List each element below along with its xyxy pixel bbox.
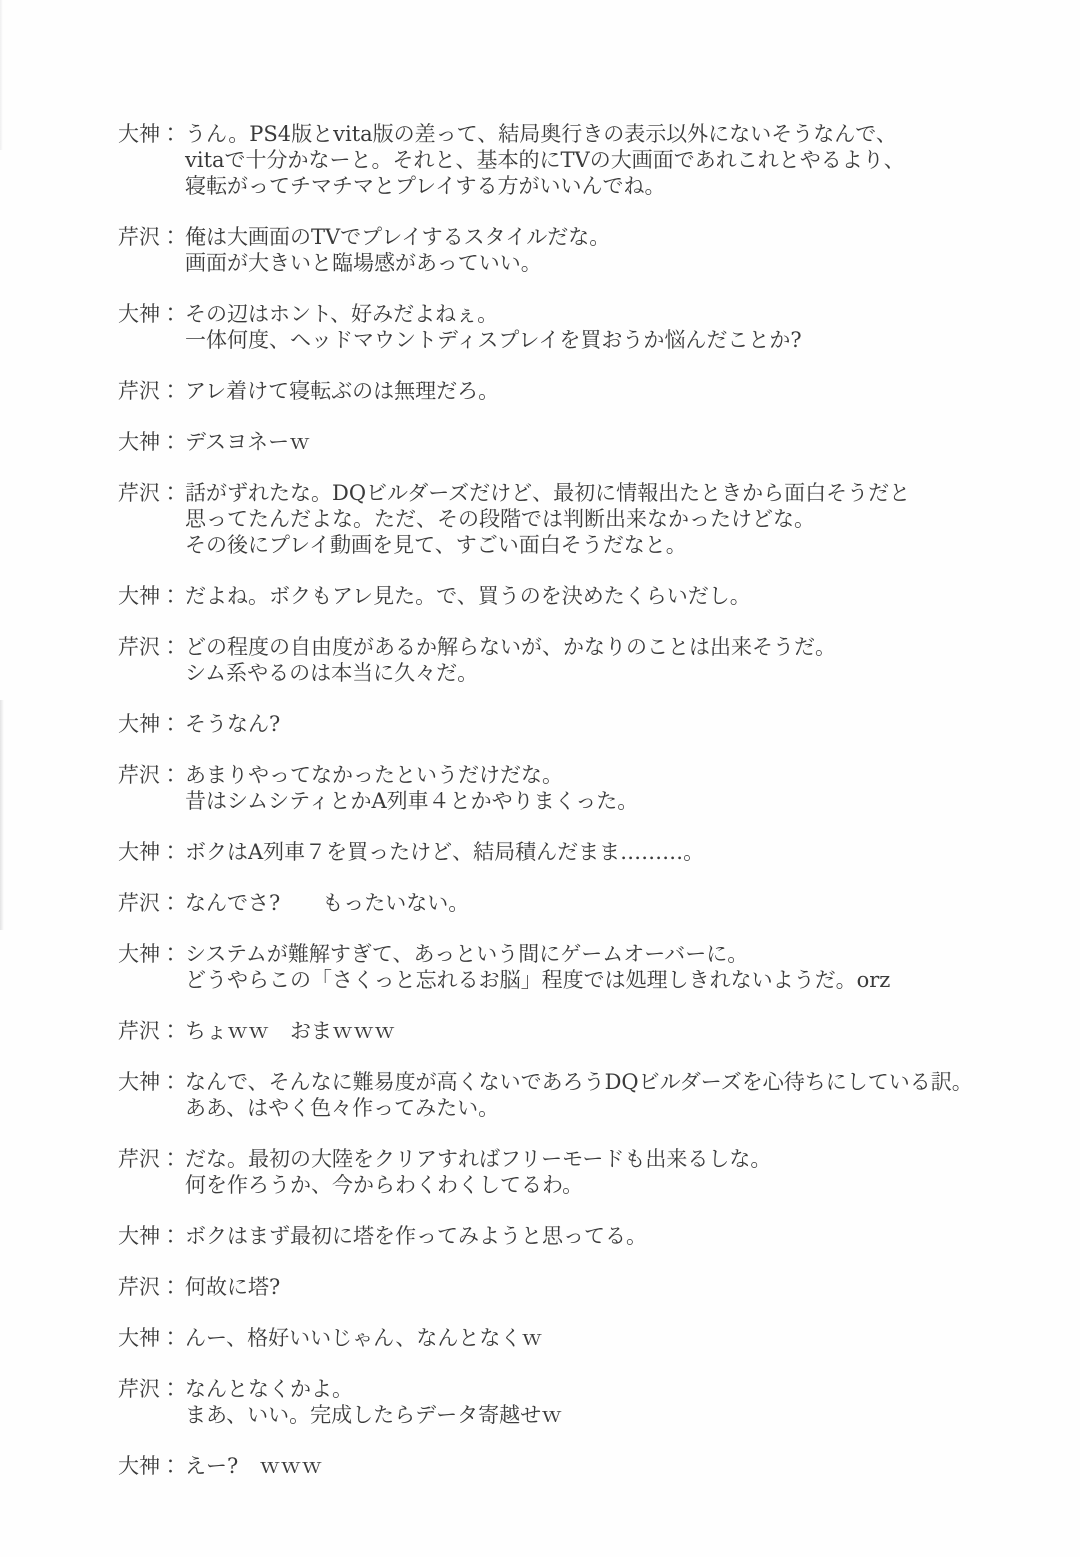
- speaker-label: 大神：: [118, 942, 181, 966]
- dialogue-text: [185, 1274, 1052, 1300]
- dialogue-line: 画面が大きいと臨場感があっていい。: [185, 251, 542, 275]
- dialogue-line: 何を作ろうか、今からわくわくしてるわ。: [185, 1173, 584, 1197]
- dialogue-turn: [118, 890, 1052, 916]
- dialogue-turn: [118, 1453, 1052, 1479]
- dialogue-text: [185, 1146, 1052, 1198]
- dialogue-text: [185, 224, 1052, 276]
- dialogue-line: なんとなくかよ。: [185, 1377, 353, 1401]
- dialogue-text: [185, 762, 1052, 814]
- speaker-label: 芹沢：: [118, 1275, 181, 1299]
- dialogue-turn: [118, 429, 1052, 455]
- dialogue-turn: [118, 634, 1052, 686]
- dialogue-text: [185, 1453, 1052, 1479]
- speaker-label: 大神：: [118, 712, 181, 736]
- dialogue-line: アレ着けて寝転ぶのは無理だろ。: [185, 379, 500, 403]
- dialogue-text: [185, 711, 1052, 737]
- scan-artifact-left-top: [0, 0, 3, 150]
- dialogue-text: [185, 1069, 1052, 1121]
- dialogue-turn: [118, 1146, 1052, 1198]
- dialogue-text: [185, 1376, 1052, 1428]
- scan-artifact-left-mid: [0, 700, 4, 930]
- dialogue-line: あまりやってなかったというだけだな。: [185, 763, 563, 787]
- dialogue-line: 俺は大画面のTVでプレイするスタイルだな。: [185, 225, 611, 249]
- dialogue-text: [185, 583, 1052, 609]
- dialogue-line: えー? ｗｗｗ: [185, 1454, 323, 1478]
- dialogue-turn: [118, 121, 1052, 199]
- dialogue-text: [185, 634, 1052, 686]
- dialogue-text: [185, 1325, 1052, 1351]
- dialogue-turn: [118, 301, 1052, 353]
- dialogue-turn: [118, 1223, 1052, 1249]
- speaker-label: 芹沢：: [118, 891, 181, 915]
- dialogue-text: [185, 839, 1052, 865]
- dialogue-line: その辺はホント、好みだよねぇ。: [185, 302, 499, 326]
- dialogue-line: 何故に塔?: [185, 1275, 281, 1299]
- dialogue-text: [185, 301, 1052, 353]
- dialogue-turn: [118, 378, 1052, 404]
- dialogue-text: [185, 121, 1052, 199]
- dialogue-line: んー、格好いいじゃん、なんとなくｗ: [185, 1326, 543, 1350]
- dialogue-text: [185, 429, 1052, 455]
- dialogue-turn: [118, 1018, 1052, 1044]
- dialogue-line: そうなん?: [185, 712, 281, 736]
- dialogue-line: 一体何度、ヘッドマウントディスプレイを買おうか悩んだことか?: [185, 328, 802, 352]
- speaker-label: 芹沢：: [118, 225, 181, 249]
- speaker-label: 大神：: [118, 840, 181, 864]
- dialogue-line: vitaで十分かなーと。それと、基本的にTVの大画面であれこれとやるより、: [185, 148, 905, 172]
- dialogue-line: デスヨネーｗ: [185, 430, 311, 454]
- dialogue-line: その後にプレイ動画を見て、すごい面白そうだなと。: [185, 533, 687, 557]
- speaker-label: 大神：: [118, 302, 181, 326]
- speaker-label: 芹沢：: [118, 635, 181, 659]
- speaker-label: 大神：: [118, 1070, 181, 1094]
- dialogue-line: 寝転がってチマチマとプレイする方がいいんでね。: [185, 174, 666, 198]
- dialogue-line: なんで、そんなに難易度が高くないであろうDQビルダーズを心待ちにしている訳。: [185, 1070, 973, 1094]
- dialogue-line: だよね。ボクもアレ見た。で、買うのを決めたくらいだし。: [185, 584, 751, 608]
- dialogue-line: シム系やるのは本当に久々だ。: [185, 661, 479, 685]
- dialogue-line: 昔はシムシティとかA列車４とかやりまくった。: [185, 789, 639, 813]
- dialogue-line: ちょｗｗ おまｗｗｗ: [185, 1019, 395, 1043]
- speaker-label: 大神：: [118, 584, 181, 608]
- dialogue-line: どの程度の自由度があるか解らないが、かなりのことは出来そうだ。: [185, 635, 836, 659]
- dialogue-line: 話がずれたな。DQビルダーズだけど、最初に情報出たときから面白そうだと: [185, 481, 911, 505]
- dialogue-turn: [118, 583, 1052, 609]
- dialogue-line: どうやらこの「さくっと忘れるお脳」程度では処理しきれないようだ。orz: [185, 968, 891, 992]
- dialogue-turn: [118, 1069, 1052, 1121]
- dialogue-line: だな。最初の大陸をクリアすればフリーモードも出来るしな。: [185, 1147, 772, 1171]
- speaker-label: 大神：: [118, 122, 181, 146]
- dialogue-line: 思ってたんだよな。ただ、その段階では判断出来なかったけどな。: [185, 507, 815, 531]
- speaker-label: 芹沢：: [118, 1019, 181, 1043]
- dialogue-turn: [118, 480, 1052, 558]
- speaker-label: 芹沢：: [118, 1147, 181, 1171]
- dialogue-text: [185, 1223, 1052, 1249]
- dialogue-text: [185, 378, 1052, 404]
- speaker-label: 大神：: [118, 1454, 181, 1478]
- dialogue-turn: [118, 762, 1052, 814]
- dialogue-turn: [118, 711, 1052, 737]
- dialogue-line: ボクはA列車７を買ったけど、結局積んだまま………。: [185, 840, 705, 864]
- speaker-label: 芹沢：: [118, 379, 181, 403]
- dialogue-turn: [118, 1376, 1052, 1428]
- dialogue-turn: [118, 941, 1052, 993]
- dialogue-text: [185, 941, 1052, 993]
- speaker-label: 芹沢：: [118, 481, 181, 505]
- speaker-label: 芹沢：: [118, 1377, 181, 1401]
- speaker-label: 大神：: [118, 430, 181, 454]
- dialogue-line: なんでさ? もったいない。: [185, 891, 470, 915]
- dialogue-text: [185, 480, 1052, 558]
- speaker-label: 芹沢：: [118, 763, 181, 787]
- dialogue-turn: [118, 224, 1052, 276]
- dialogue-text: [185, 890, 1052, 916]
- dialogue-turn: [118, 1274, 1052, 1300]
- dialogue-line: システムが難解すぎて、あっという間にゲームオーバーに。: [185, 942, 749, 966]
- dialogue-line: うん。PS4版とvita版の差って、結局奥行きの表示以外にないそうなんで、: [185, 122, 897, 146]
- speaker-label: 大神：: [118, 1326, 181, 1350]
- dialogue-line: ああ、はやく色々作ってみたい。: [185, 1096, 500, 1120]
- dialogue-transcript: [118, 121, 1052, 1504]
- speaker-label: 大神：: [118, 1224, 181, 1248]
- dialogue-line: ボクはまず最初に塔を作ってみようと思ってる。: [185, 1224, 647, 1248]
- dialogue-turn: [118, 839, 1052, 865]
- dialogue-text: [185, 1018, 1052, 1044]
- dialogue-line: まあ、いい。完成したらデータ寄越せｗ: [185, 1403, 563, 1427]
- dialogue-turn: [118, 1325, 1052, 1351]
